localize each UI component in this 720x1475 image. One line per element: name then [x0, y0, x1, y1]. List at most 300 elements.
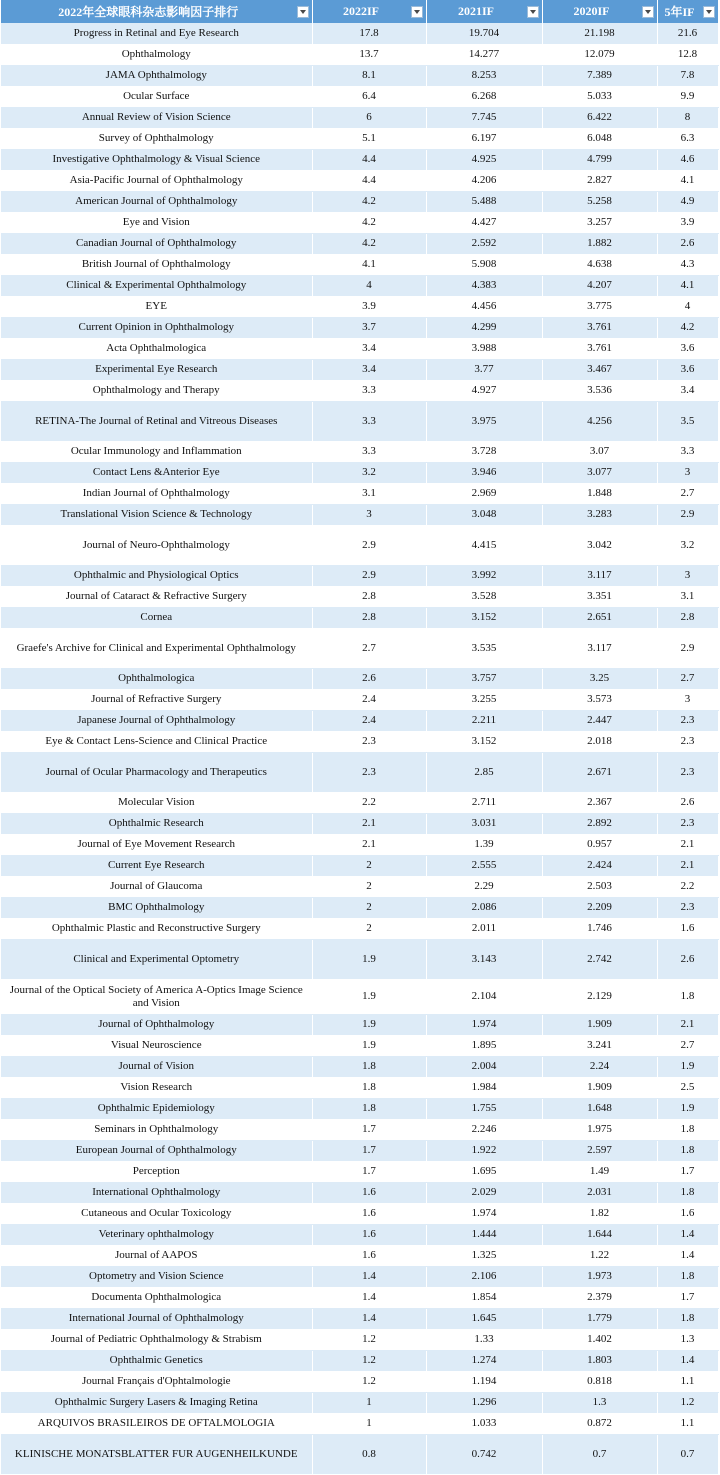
journal-name-cell: American Journal of Ophthalmology [1, 191, 312, 212]
if-2022-cell: 3.1 [312, 483, 426, 504]
if-2021-cell: 3.946 [426, 462, 542, 483]
if-2022-cell: 1.2 [312, 1371, 426, 1392]
journal-name-cell: Contact Lens &Anterior Eye [1, 462, 312, 483]
header-label: 2020IF [573, 4, 610, 18]
if-2022-cell: 6 [312, 107, 426, 128]
if-5yr-cell: 1.8 [657, 1266, 718, 1287]
journal-name-cell: Ophthalmic Genetics [1, 1350, 312, 1371]
if-2020-cell: 2.031 [542, 1182, 657, 1203]
if-2021-cell: 4.299 [426, 317, 542, 338]
if-5yr-cell: 3.3 [657, 441, 718, 462]
if-2021-cell: 5.488 [426, 191, 542, 212]
if-2020-cell: 3.761 [542, 338, 657, 359]
if-5yr-cell: 4 [657, 296, 718, 317]
header-2022if [312, 0, 426, 23]
filter-dropdown-icon[interactable] [411, 6, 423, 18]
table-row [1, 752, 718, 792]
if-2022-cell: 4 [312, 275, 426, 296]
if-2021-cell: 0.742 [426, 1434, 542, 1474]
if-2020-cell: 4.256 [542, 401, 657, 441]
if-2021-cell: 14.277 [426, 44, 542, 65]
if-2022-cell: 2 [312, 897, 426, 918]
table-row [1, 1140, 718, 1161]
if-2020-cell: 1.975 [542, 1119, 657, 1140]
journal-name-cell: Clinical and Experimental Optometry [1, 939, 312, 979]
if-2021-cell: 1.854 [426, 1287, 542, 1308]
journal-name-cell: Optometry and Vision Science [1, 1266, 312, 1287]
if-2020-cell: 1.644 [542, 1224, 657, 1245]
if-5yr-cell: 2.3 [657, 710, 718, 731]
if-5yr-cell: 2.8 [657, 607, 718, 628]
if-5yr-cell: 2.3 [657, 731, 718, 752]
if-2021-cell: 3.048 [426, 504, 542, 525]
if-2021-cell: 5.908 [426, 254, 542, 275]
if-2021-cell: 3.988 [426, 338, 542, 359]
journal-name-cell: Cornea [1, 607, 312, 628]
table-row [1, 23, 718, 44]
table-row [1, 939, 718, 979]
if-2020-cell: 21.198 [542, 23, 657, 44]
table-row [1, 1077, 718, 1098]
table-row [1, 1161, 718, 1182]
header-label: 2022IF [343, 4, 379, 18]
journal-name-cell: Perception [1, 1161, 312, 1182]
journal-name-cell: Investigative Ophthalmology & Visual Science [1, 149, 312, 170]
if-2021-cell: 2.106 [426, 1266, 542, 1287]
table-row [1, 1098, 718, 1119]
if-2022-cell: 2.9 [312, 565, 426, 586]
if-2022-cell: 6.4 [312, 86, 426, 107]
if-2020-cell: 1.803 [542, 1350, 657, 1371]
if-5yr-cell: 3.1 [657, 586, 718, 607]
journal-name-cell: Journal of Glaucoma [1, 876, 312, 897]
table-row [1, 170, 718, 191]
if-2020-cell: 0.7 [542, 1434, 657, 1474]
table-row [1, 1413, 718, 1434]
if-2020-cell: 2.671 [542, 752, 657, 792]
table-row [1, 710, 718, 731]
if-5yr-cell: 1.3 [657, 1329, 718, 1350]
table-row [1, 212, 718, 233]
journal-name-cell: ARQUIVOS BRASILEIROS DE OFTALMOLOGIA [1, 1413, 312, 1434]
table-row [1, 1350, 718, 1371]
if-5yr-cell: 3 [657, 689, 718, 710]
journal-name-cell: Seminars in Ophthalmology [1, 1119, 312, 1140]
table-row [1, 897, 718, 918]
journal-name-cell: European Journal of Ophthalmology [1, 1140, 312, 1161]
table-row [1, 979, 718, 1014]
journal-name-cell: International Ophthalmology [1, 1182, 312, 1203]
if-2022-cell: 3.9 [312, 296, 426, 317]
if-2020-cell: 1.82 [542, 1203, 657, 1224]
if-2021-cell: 2.104 [426, 979, 542, 1014]
if-2022-cell: 1.2 [312, 1350, 426, 1371]
table-row [1, 191, 718, 212]
if-2020-cell: 5.258 [542, 191, 657, 212]
if-2022-cell: 2 [312, 855, 426, 876]
journal-name-cell: Journal of Refractive Surgery [1, 689, 312, 710]
table-row [1, 1434, 718, 1474]
if-2022-cell: 2.4 [312, 689, 426, 710]
if-2022-cell: 2.1 [312, 813, 426, 834]
table-row [1, 65, 718, 86]
table-row [1, 1392, 718, 1413]
journal-name-cell: Molecular Vision [1, 792, 312, 813]
table-row [1, 380, 718, 401]
journal-name-cell: Ophthalmic and Physiological Optics [1, 565, 312, 586]
if-5yr-cell: 2.7 [657, 668, 718, 689]
table-row [1, 462, 718, 483]
if-5yr-cell: 2.3 [657, 752, 718, 792]
if-5yr-cell: 3.6 [657, 359, 718, 380]
if-2022-cell: 4.1 [312, 254, 426, 275]
if-5yr-cell: 2.2 [657, 876, 718, 897]
if-5yr-cell: 0.7 [657, 1434, 718, 1474]
if-2020-cell: 2.018 [542, 731, 657, 752]
if-2021-cell: 6.268 [426, 86, 542, 107]
if-2020-cell: 6.422 [542, 107, 657, 128]
if-2020-cell: 3.257 [542, 212, 657, 233]
table-row [1, 792, 718, 813]
if-2020-cell: 3.761 [542, 317, 657, 338]
if-2021-cell: 3.757 [426, 668, 542, 689]
if-2020-cell: 3.07 [542, 441, 657, 462]
table-row [1, 359, 718, 380]
if-2021-cell: 2.711 [426, 792, 542, 813]
if-2021-cell: 4.925 [426, 149, 542, 170]
journal-name-cell: RETINA-The Journal of Retinal and Vitreous Diseases [1, 401, 312, 441]
if-2020-cell: 1.909 [542, 1077, 657, 1098]
if-2020-cell: 5.033 [542, 86, 657, 107]
journal-name-cell: Ophthalmologica [1, 668, 312, 689]
if-2021-cell: 8.253 [426, 65, 542, 86]
if-2022-cell: 1.8 [312, 1098, 426, 1119]
journal-name-cell: Cutaneous and Ocular Toxicology [1, 1203, 312, 1224]
if-2022-cell: 1.8 [312, 1077, 426, 1098]
if-5yr-cell: 3.9 [657, 212, 718, 233]
filter-dropdown-icon[interactable] [297, 6, 309, 18]
journal-name-cell: Current Eye Research [1, 855, 312, 876]
journal-name-cell: Eye & Contact Lens-Science and Clinical Practice [1, 731, 312, 752]
if-2021-cell: 1.695 [426, 1161, 542, 1182]
journal-name-cell: Journal of Vision [1, 1056, 312, 1077]
if-5yr-cell: 1.8 [657, 1119, 718, 1140]
if-2020-cell: 3.25 [542, 668, 657, 689]
if-5yr-cell: 4.3 [657, 254, 718, 275]
journal-if-table [1, 0, 719, 1475]
if-5yr-cell: 3.4 [657, 380, 718, 401]
if-2020-cell: 2.447 [542, 710, 657, 731]
if-2021-cell: 3.535 [426, 628, 542, 668]
if-2020-cell: 3.775 [542, 296, 657, 317]
if-5yr-cell: 2.1 [657, 855, 718, 876]
header-5yr-if [657, 0, 718, 23]
journal-name-cell: BMC Ophthalmology [1, 897, 312, 918]
if-5yr-cell: 1.7 [657, 1161, 718, 1182]
if-5yr-cell: 1.8 [657, 1182, 718, 1203]
if-2022-cell: 2.7 [312, 628, 426, 668]
if-2020-cell: 1.909 [542, 1014, 657, 1035]
if-5yr-cell: 1.8 [657, 1308, 718, 1329]
if-5yr-cell: 1.4 [657, 1224, 718, 1245]
if-5yr-cell: 4.6 [657, 149, 718, 170]
if-2021-cell: 1.296 [426, 1392, 542, 1413]
table-row [1, 1035, 718, 1056]
if-2021-cell: 3.528 [426, 586, 542, 607]
header-journal [1, 0, 312, 23]
table-row [1, 128, 718, 149]
journal-name-cell: Journal of Ophthalmology [1, 1014, 312, 1035]
if-5yr-cell: 7.8 [657, 65, 718, 86]
journal-name-cell: KLINISCHE MONATSBLATTER FUR AUGENHEILKUNDE [1, 1434, 312, 1474]
if-2022-cell: 4.4 [312, 170, 426, 191]
if-2020-cell: 1.49 [542, 1161, 657, 1182]
table-row [1, 1371, 718, 1392]
if-2021-cell: 1.974 [426, 1203, 542, 1224]
if-5yr-cell: 2.1 [657, 834, 718, 855]
if-5yr-cell: 2.9 [657, 628, 718, 668]
if-2022-cell: 8.1 [312, 65, 426, 86]
if-2021-cell: 1.895 [426, 1035, 542, 1056]
if-2022-cell: 2.6 [312, 668, 426, 689]
if-2020-cell: 1.779 [542, 1308, 657, 1329]
if-2020-cell: 3.283 [542, 504, 657, 525]
if-5yr-cell: 1.9 [657, 1098, 718, 1119]
if-2020-cell: 3.467 [542, 359, 657, 380]
if-2020-cell: 0.818 [542, 1371, 657, 1392]
journal-name-cell: Journal of Cataract & Refractive Surgery [1, 586, 312, 607]
if-5yr-cell: 9.9 [657, 86, 718, 107]
if-2020-cell: 3.351 [542, 586, 657, 607]
journal-name-cell: Eye and Vision [1, 212, 312, 233]
filter-dropdown-icon[interactable] [642, 6, 654, 18]
if-2021-cell: 1.755 [426, 1098, 542, 1119]
if-2020-cell: 0.957 [542, 834, 657, 855]
if-5yr-cell: 1.8 [657, 1140, 718, 1161]
table-row [1, 483, 718, 504]
if-2022-cell: 1.7 [312, 1119, 426, 1140]
journal-name-cell: Journal Français d'Ophtalmologie [1, 1371, 312, 1392]
if-5yr-cell: 2.5 [657, 1077, 718, 1098]
table-row [1, 1266, 718, 1287]
if-2021-cell: 3.255 [426, 689, 542, 710]
table-row [1, 525, 718, 565]
if-2021-cell: 3.152 [426, 731, 542, 752]
if-5yr-cell: 3.6 [657, 338, 718, 359]
if-2021-cell: 3.77 [426, 359, 542, 380]
if-2022-cell: 1.9 [312, 979, 426, 1014]
if-2021-cell: 7.745 [426, 107, 542, 128]
table-row [1, 668, 718, 689]
if-2020-cell: 3.536 [542, 380, 657, 401]
table-row [1, 607, 718, 628]
if-2020-cell: 1.973 [542, 1266, 657, 1287]
if-2020-cell: 3.241 [542, 1035, 657, 1056]
table-row [1, 296, 718, 317]
if-2022-cell: 4.2 [312, 233, 426, 254]
if-2022-cell: 2.1 [312, 834, 426, 855]
if-2020-cell: 2.379 [542, 1287, 657, 1308]
if-5yr-cell: 2.3 [657, 897, 718, 918]
journal-name-cell: Current Opinion in Ophthalmology [1, 317, 312, 338]
if-2022-cell: 1.7 [312, 1140, 426, 1161]
if-2021-cell: 3.152 [426, 607, 542, 628]
table-row [1, 86, 718, 107]
table-row [1, 876, 718, 897]
table-row [1, 731, 718, 752]
if-2020-cell: 3.573 [542, 689, 657, 710]
journal-name-cell: Ocular Surface [1, 86, 312, 107]
if-5yr-cell: 4.2 [657, 317, 718, 338]
if-2022-cell: 0.8 [312, 1434, 426, 1474]
if-2022-cell: 1.6 [312, 1224, 426, 1245]
if-5yr-cell: 6.3 [657, 128, 718, 149]
journal-name-cell: Journal of Pediatric Ophthalmology & Strabism [1, 1329, 312, 1350]
table-row [1, 813, 718, 834]
if-2021-cell: 1.194 [426, 1371, 542, 1392]
table-row [1, 1119, 718, 1140]
if-2021-cell: 4.206 [426, 170, 542, 191]
if-2022-cell: 2.8 [312, 586, 426, 607]
if-5yr-cell: 1.6 [657, 1203, 718, 1224]
if-2020-cell: 2.503 [542, 876, 657, 897]
table-row [1, 565, 718, 586]
if-2021-cell: 4.427 [426, 212, 542, 233]
if-2022-cell: 2.9 [312, 525, 426, 565]
if-2022-cell: 1 [312, 1392, 426, 1413]
if-2021-cell: 4.927 [426, 380, 542, 401]
if-2022-cell: 5.1 [312, 128, 426, 149]
if-2020-cell: 0.872 [542, 1413, 657, 1434]
if-2021-cell: 1.974 [426, 1014, 542, 1035]
journal-name-cell: Indian Journal of Ophthalmology [1, 483, 312, 504]
header-2021if [426, 0, 542, 23]
if-2021-cell: 2.029 [426, 1182, 542, 1203]
table-row [1, 1329, 718, 1350]
table-row [1, 1203, 718, 1224]
if-5yr-cell: 2.7 [657, 483, 718, 504]
journal-name-cell: Ophthalmic Plastic and Reconstructive Surgery [1, 918, 312, 939]
if-5yr-cell: 1.4 [657, 1350, 718, 1371]
if-2021-cell: 2.29 [426, 876, 542, 897]
journal-name-cell: Japanese Journal of Ophthalmology [1, 710, 312, 731]
table-row [1, 401, 718, 441]
if-2021-cell: 3.975 [426, 401, 542, 441]
if-2021-cell: 1.444 [426, 1224, 542, 1245]
if-2022-cell: 13.7 [312, 44, 426, 65]
if-2022-cell: 4.2 [312, 191, 426, 212]
if-5yr-cell: 3.2 [657, 525, 718, 565]
journal-name-cell: International Journal of Ophthalmology [1, 1308, 312, 1329]
if-2022-cell: 2 [312, 876, 426, 897]
table-row [1, 441, 718, 462]
if-2020-cell: 2.209 [542, 897, 657, 918]
if-5yr-cell: 2.7 [657, 1035, 718, 1056]
if-2020-cell: 2.742 [542, 939, 657, 979]
if-5yr-cell: 2.6 [657, 792, 718, 813]
if-2022-cell: 1.6 [312, 1182, 426, 1203]
if-2021-cell: 2.011 [426, 918, 542, 939]
if-2021-cell: 2.85 [426, 752, 542, 792]
journal-name-cell: British Journal of Ophthalmology [1, 254, 312, 275]
if-2021-cell: 2.555 [426, 855, 542, 876]
journal-name-cell: Journal of Ocular Pharmacology and Therapeutics [1, 752, 312, 792]
journal-name-cell: EYE [1, 296, 312, 317]
if-2020-cell: 4.207 [542, 275, 657, 296]
if-5yr-cell: 3.5 [657, 401, 718, 441]
table-row [1, 1308, 718, 1329]
if-2021-cell: 3.031 [426, 813, 542, 834]
filter-dropdown-icon[interactable] [703, 6, 715, 18]
table-row [1, 628, 718, 668]
if-2022-cell: 1.9 [312, 1014, 426, 1035]
if-2021-cell: 6.197 [426, 128, 542, 149]
table-row [1, 586, 718, 607]
if-2022-cell: 3.2 [312, 462, 426, 483]
if-2021-cell: 2.211 [426, 710, 542, 731]
header-label: 5年IF [664, 5, 695, 19]
table-row [1, 44, 718, 65]
table-row [1, 855, 718, 876]
if-2022-cell: 1.2 [312, 1329, 426, 1350]
journal-name-cell: Acta Ophthalmologica [1, 338, 312, 359]
journal-name-cell: Ocular Immunology and Inflammation [1, 441, 312, 462]
journal-name-cell: Asia-Pacific Journal of Ophthalmology [1, 170, 312, 191]
table-body [1, 23, 718, 1474]
table-row [1, 1182, 718, 1203]
if-2022-cell: 2.3 [312, 752, 426, 792]
if-2020-cell: 6.048 [542, 128, 657, 149]
if-2020-cell: 3.117 [542, 628, 657, 668]
if-2021-cell: 3.728 [426, 441, 542, 462]
table-row [1, 1287, 718, 1308]
if-5yr-cell: 21.6 [657, 23, 718, 44]
if-2020-cell: 2.24 [542, 1056, 657, 1077]
filter-dropdown-icon[interactable] [527, 6, 539, 18]
table-row [1, 338, 718, 359]
if-5yr-cell: 1.4 [657, 1245, 718, 1266]
if-2022-cell: 1.4 [312, 1287, 426, 1308]
journal-name-cell: Annual Review of Vision Science [1, 107, 312, 128]
journal-name-cell: Ophthalmic Surgery Lasers & Imaging Retina [1, 1392, 312, 1413]
if-2021-cell: 1.922 [426, 1140, 542, 1161]
if-2022-cell: 3.3 [312, 441, 426, 462]
if-2021-cell: 4.383 [426, 275, 542, 296]
if-5yr-cell: 2.6 [657, 233, 718, 254]
if-2021-cell: 2.086 [426, 897, 542, 918]
if-2021-cell: 1.325 [426, 1245, 542, 1266]
if-2020-cell: 3.077 [542, 462, 657, 483]
if-2022-cell: 1.9 [312, 1035, 426, 1056]
if-2022-cell: 1.4 [312, 1308, 426, 1329]
if-5yr-cell: 1.8 [657, 979, 718, 1014]
if-2021-cell: 1.645 [426, 1308, 542, 1329]
if-5yr-cell: 1.7 [657, 1287, 718, 1308]
if-2020-cell: 12.079 [542, 44, 657, 65]
table-row [1, 1224, 718, 1245]
if-2021-cell: 3.992 [426, 565, 542, 586]
table-row [1, 149, 718, 170]
if-2021-cell: 1.984 [426, 1077, 542, 1098]
journal-name-cell: Vision Research [1, 1077, 312, 1098]
if-5yr-cell: 2.3 [657, 813, 718, 834]
if-2022-cell: 1.6 [312, 1203, 426, 1224]
if-5yr-cell: 1.2 [657, 1392, 718, 1413]
if-2022-cell: 3 [312, 504, 426, 525]
if-2021-cell: 1.274 [426, 1350, 542, 1371]
if-2020-cell: 2.129 [542, 979, 657, 1014]
journal-name-cell: Veterinary ophthalmology [1, 1224, 312, 1245]
